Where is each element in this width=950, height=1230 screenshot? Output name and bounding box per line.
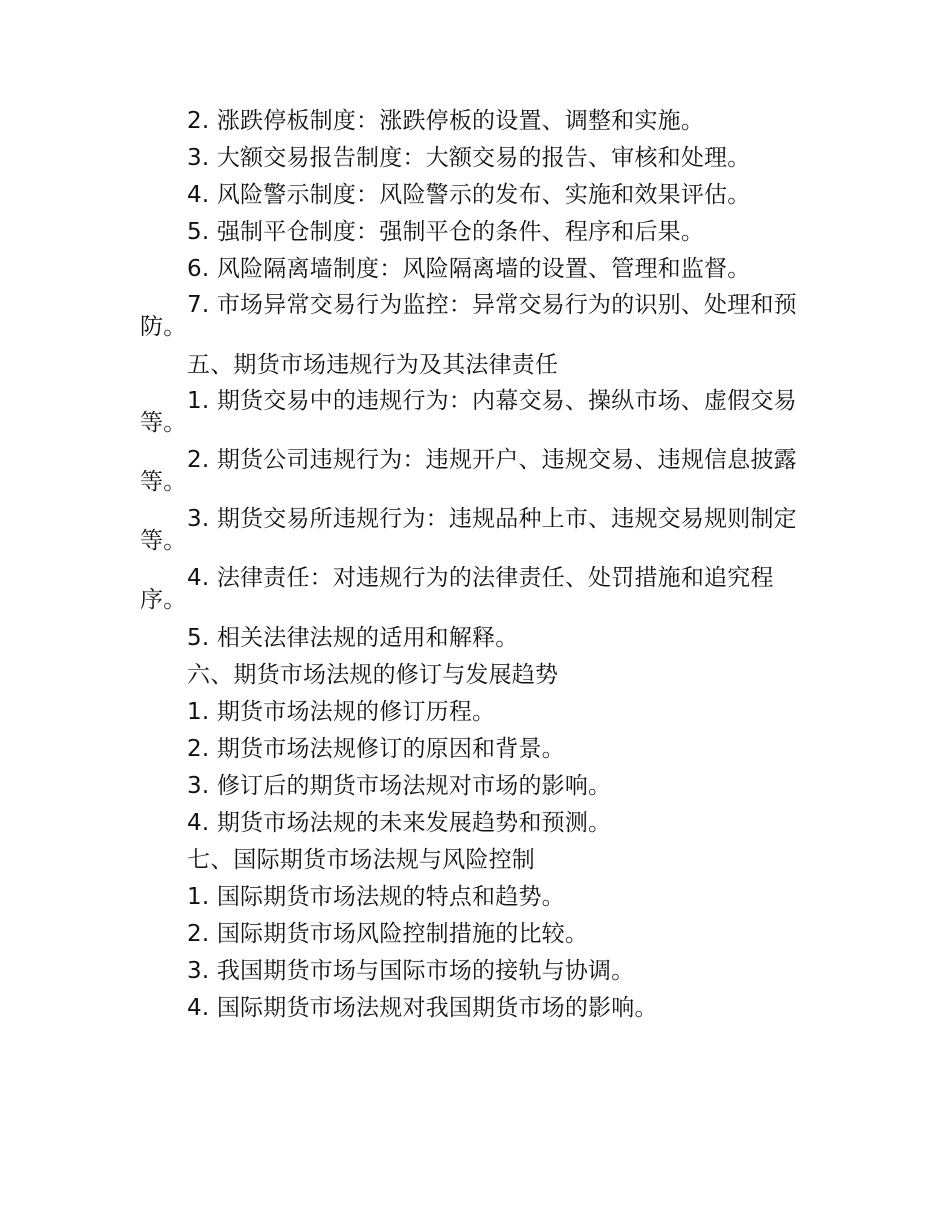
list-item: 7. 市场异常交易行为监控：异常交易行为的识别、处理和预防。: [140, 292, 797, 340]
list-item: 5. 相关法律法规的适用和解释。: [187, 625, 519, 651]
section-heading: 六、期货市场法规的修订与发展趋势: [187, 662, 559, 688]
list-item: 4. 国际期货市场法规对我国期货市场的影响。: [187, 995, 658, 1021]
list-item: 1. 期货市场法规的修订历程。: [187, 699, 496, 725]
list-item: 3. 修订后的期货市场法规对市场的影响。: [187, 773, 612, 799]
list-item: 6. 风险隔离墙制度：风险隔离墙的设置、管理和监督。: [187, 256, 751, 282]
list-item: 4. 期货市场法规的未来发展趋势和预测。: [187, 810, 612, 836]
list-item: 3. 期货交易所违规行为：违规品种上市、违规交易规则制定等。: [140, 506, 797, 554]
section-heading: 五、期货市场违规行为及其法律责任: [187, 352, 559, 378]
list-item: 2. 期货市场法规修订的原因和背景。: [187, 736, 565, 762]
list-item: 2. 涨跌停板制度：涨跌停板的设置、调整和实施。: [187, 108, 705, 134]
list-item: 2. 期货公司违规行为：违规开户、违规交易、违规信息披露等。: [140, 447, 797, 495]
list-item: 2. 国际期货市场风险控制措施的比较。: [187, 921, 589, 947]
list-item: 1. 国际期货市场法规的特点和趋势。: [187, 884, 565, 910]
list-item: 5. 强制平仓制度：强制平仓的条件、程序和后果。: [187, 219, 705, 245]
list-item: 3. 大额交易报告制度：大额交易的报告、审核和处理。: [187, 145, 751, 171]
document-body: [140, 103, 812, 1027]
list-item: 4. 法律责任：对违规行为的法律责任、处罚措施和追究程序。: [140, 565, 774, 613]
list-item: 3. 我国期货市场与国际市场的接轨与协调。: [187, 958, 635, 984]
list-item: 1. 期货交易中的违规行为：内幕交易、操纵市场、虚假交易等。: [140, 388, 797, 436]
list-item: 4. 风险警示制度：风险警示的发布、实施和效果评估。: [187, 182, 751, 208]
section-heading: 七、国际期货市场法规与风险控制: [187, 847, 535, 873]
